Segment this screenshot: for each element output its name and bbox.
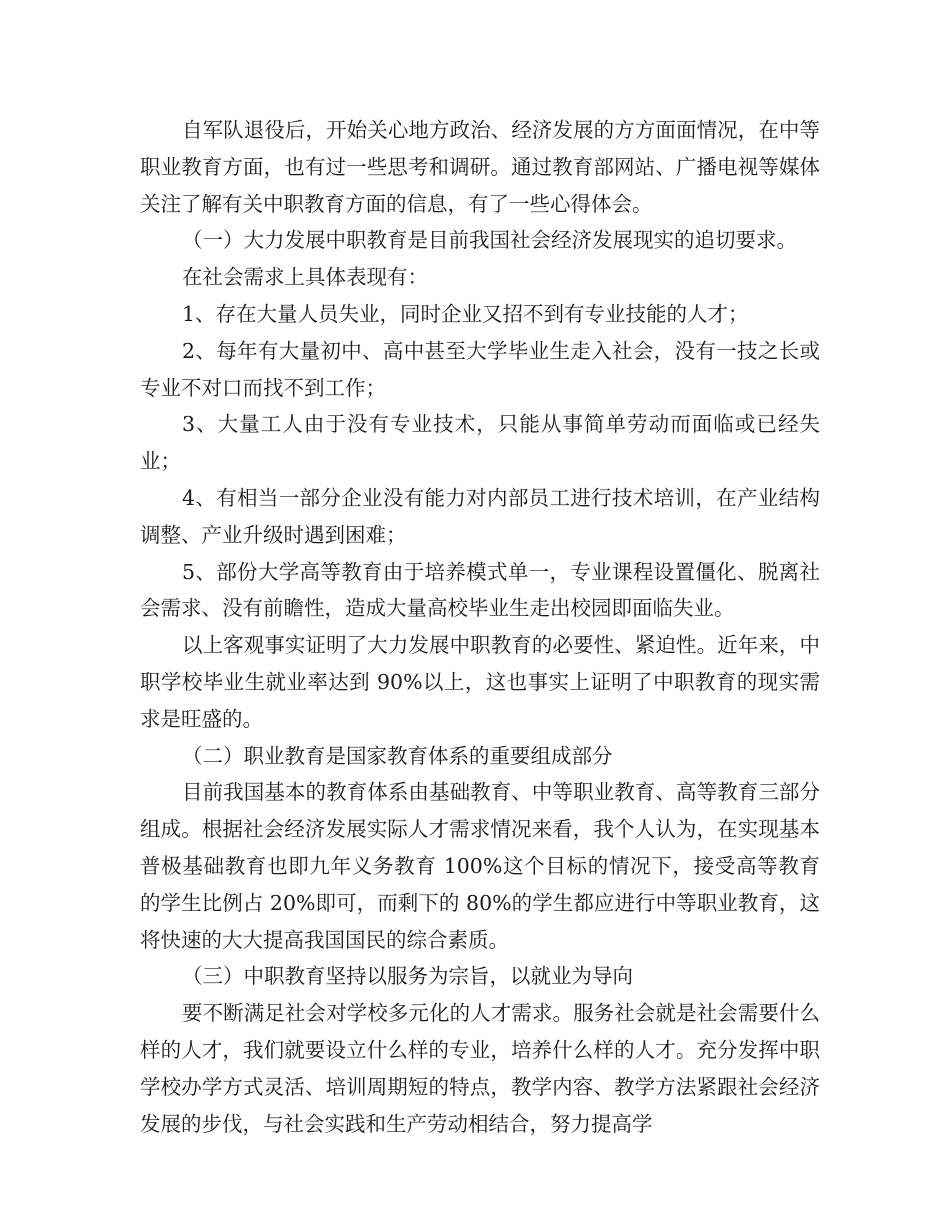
section-1-conclusion: 以上客观事实证明了大力发展中职教育的必要性、紧迫性。近年来，中职学校毕业生就业率达到 90%以上，这也事实上证明了中职教育的现实需求是旺盛的。 (140, 633, 820, 731)
section-2-body: 目前我国基本的教育体系由基础教育、中等职业教育、高等教育三部分组成。根据社会经济发展实际人才需求情况来看，我个人认为，在实现基本普极基础教育也即九年义务教育 100%这个目标的情况下，接受高等教育的学生比例占 20%即可，而剩下的 80%的学生都应进行中等职业教育，这将快速的大大提高我国国民的综合素质。 (140, 780, 820, 952)
section-1-lead: 在社会需求上具体表现有： (182, 265, 428, 290)
section-1-item-5: 5、部份大学高等教育由于培养模式单一，专业课程设置僵化、脱离社会需求、没有前瞻性，造成大量高校毕业生走出校园即面临失业。 (140, 559, 820, 621)
section-1-item-1: 1、存在大量人员失业，同时企业又招不到有专业技能的人才； (182, 301, 749, 326)
section-heading-3: （三）中职教育坚持以服务为宗旨，以就业为导向 (182, 964, 633, 989)
section-1-item-2: 2、每年有大量初中、高中甚至大学毕业生走入社会，没有一技之长或专业不对口而找不到工作； (140, 338, 820, 400)
document-page (140, 112, 820, 1142)
section-heading-2: （二）职业教育是国家教育体系的重要组成部分 (182, 743, 613, 768)
section-1-item-4: 4、有相当一部分企业没有能力对内部员工进行技术培训，在产业结构调整、产业升级时遇到困难； (140, 485, 820, 547)
section-heading-1: （一）大力发展中职教育是目前我国社会经济发展现实的追切要求。 (182, 228, 797, 253)
section-3-body: 要不断满足社会对学校多元化的人才需求。服务社会就是社会需要什么样的人才，我们就要设立什么样的专业，培养什么样的人才。充分发挥中职学校办学方式灵活、培训周期短的特点，教学内容、教学方法紧跟社会经济发展的步伐，与社会实践和生产劳动相结合，努力提高学 (140, 1001, 820, 1136)
section-1-item-3: 3、大量工人由于没有专业技术，只能从事简单劳动而面临或已经失业； (140, 412, 820, 474)
intro-paragraph: 自军队退役后，开始关心地方政治、经济发展的方方面面情况，在中等职业教育方面，也有过一些思考和调研。通过教育部网站、广播电视等媒体关注了解有关中职教育方面的信息，有了一些心得体会。 (140, 118, 820, 216)
